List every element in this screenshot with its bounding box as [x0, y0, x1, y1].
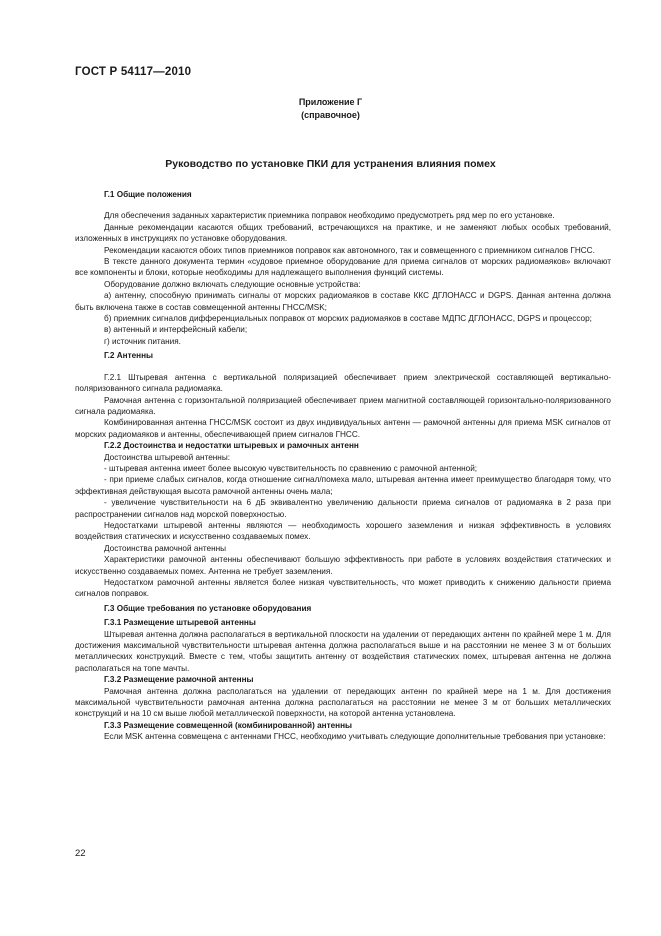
paragraph: Если MSK антенна совмещена с антеннами ГНСС, необходимо учитывать следующие дополнительные требования при установке: — [104, 732, 606, 742]
list-item: б) приемник сигналов дифференциальных поправок от морских радиомаяков в составе МДПС ДГЛОНАСС, DGPS и процессор; — [104, 314, 592, 324]
list-item: в) антенный и интерфейсный кабели; — [104, 325, 248, 335]
paragraph: В тексте данного документа термин «судовое приемное оборудование для приема сигналов от морских радиомаяков» включают все компоненты и блоки, которые необходимы для надлежащего выполнения функций системы. — [75, 257, 611, 278]
list-item: г) источник питания. — [104, 336, 181, 346]
paragraph: Данные рекомендации касаются общих требований, встречающихся на практике, и не заменяют любых особых требований, изложенных в инструкциях по установке оборудования. — [75, 222, 611, 244]
section-heading-g22: Г.2.2 Достоинства и недостатки штыревых и рамочных антенн — [104, 441, 359, 451]
paragraph: Недостатком рамочной антенны является более низкая чувствительность, что может приводить к снижению дальности приема сигналов поправок. — [75, 578, 611, 599]
paragraph: Для обеспечения заданных характеристик приемника поправок необходимо предусмотреть ряд мер по его установке. — [104, 211, 555, 221]
list-item: - штыревая антенна имеет более высокую чувствительность по сравнению с рамочной антенной; — [104, 463, 478, 473]
list-item: - увеличение чувствительности на 6 дБ эквивалентно увеличению дальности приема сигналов от радиомаяка в 2 раза при распространении сигналов над морской поверхностью. — [75, 498, 611, 519]
section-heading-g3: Г.3 Общие требования по установке оборудования — [104, 603, 312, 613]
section-heading-g33: Г.3.3 Размещение совмещенной (комбинированной) антенны — [104, 720, 353, 730]
paragraph: Рамочная антенна должна располагаться на удалении от передающих антенн по крайней мере на 1 м. Для достижения максимальной чувствительности рамочная антенна должна располагаться на расстоянии не менее 3 м от больших металлических конструкций и на 10 см выше любой металлической поверхности, на которой антенна установлена. — [75, 686, 611, 719]
page-number: 22 — [75, 848, 86, 859]
paragraph: Оборудование должно включать следующие основные устройства: — [104, 279, 361, 289]
paragraph: Комбинированная антенна ГНСС/MSK состоит из двух индивидуальных антенн — рамочной антенны для приема MSK сигналов от морских радиомаяков и антенны, обеспечивающей прием сигналов ГНСС. — [75, 418, 611, 439]
appendix-type: (справочное) — [301, 110, 360, 120]
list-item: - при приеме слабых сигналов, когда отношение сигнал/помеха мало, штыревая антенна имеет преимущество благодаря тому, что эффективная действующая высота рамочной антенны очень мала; — [75, 475, 611, 496]
paragraph: Достоинства штыревой антенны: — [104, 452, 230, 462]
paragraph: Рамочная антенна с горизонтальной поляризацией обеспечивает прием магнитной составляющей горизонтально-поляризованного сигнала радиомаяка. — [75, 395, 611, 416]
section-heading-g2: Г.2 Антенны — [104, 351, 154, 361]
paragraph: Достоинства рамочной антенны — [104, 543, 227, 553]
paragraph: Г.2.1 Штыревая антенна с вертикальной поляризацией обеспечивает прием электрической составляющей вертикально-поляризованного сигнала радиомаяка. — [75, 372, 611, 394]
appendix-title: Руководство по установке ПКИ для устранения влияния помех — [165, 158, 496, 170]
section-heading-g32: Г.3.2 Размещение рамочной антенны — [104, 675, 254, 685]
appendix-label: Приложение Г — [298, 97, 363, 107]
paragraph: Недостатками штыревой антенны являются — необходимость хорошего заземления и низкая эффективность в условиях воздействия статических и искусственно создаваемых помех. — [75, 520, 611, 542]
list-item: а) антенну, способную принимать сигналы от морских радиомаяков в составе ККС ДГЛОНАСС и DGPS. Данная антенна должна быть включена также в состав совмещенной антенны ГНСС/MSK; — [75, 291, 611, 312]
paragraph: Рекомендации касаются обоих типов приемников поправок как автономного, так и совмещенного с приемником сигналов ГНСС. — [104, 245, 595, 255]
section-heading-g31: Г.3.1 Размещение штыревой антенны — [104, 618, 256, 628]
section-heading-g1: Г.1 Общие положения — [104, 190, 192, 199]
document-code: ГОСТ Р 54117—2010 — [75, 66, 192, 78]
document-body — [75, 189, 611, 743]
paragraph: Характеристики рамочной антенны обеспечивают большую эффективность при работе в условиях воздействия статических и искусственно создаваемых помех. Антенна не требует заземления. — [75, 555, 611, 576]
paragraph: Штыревая антенна должна располагаться в вертикальной плоскости на удалении от передающих антенн по крайней мере 1 м. Для достижения максимальной чувствительности штыревая антенна должна располагаться выше и на расстоянии не менее 3 м от больших металлических конструкций. Вместе с тем, чтобы защитить антенну от воздействия статических помех, штыревая антенна не должна располагаться на топе мачты. — [75, 629, 611, 673]
